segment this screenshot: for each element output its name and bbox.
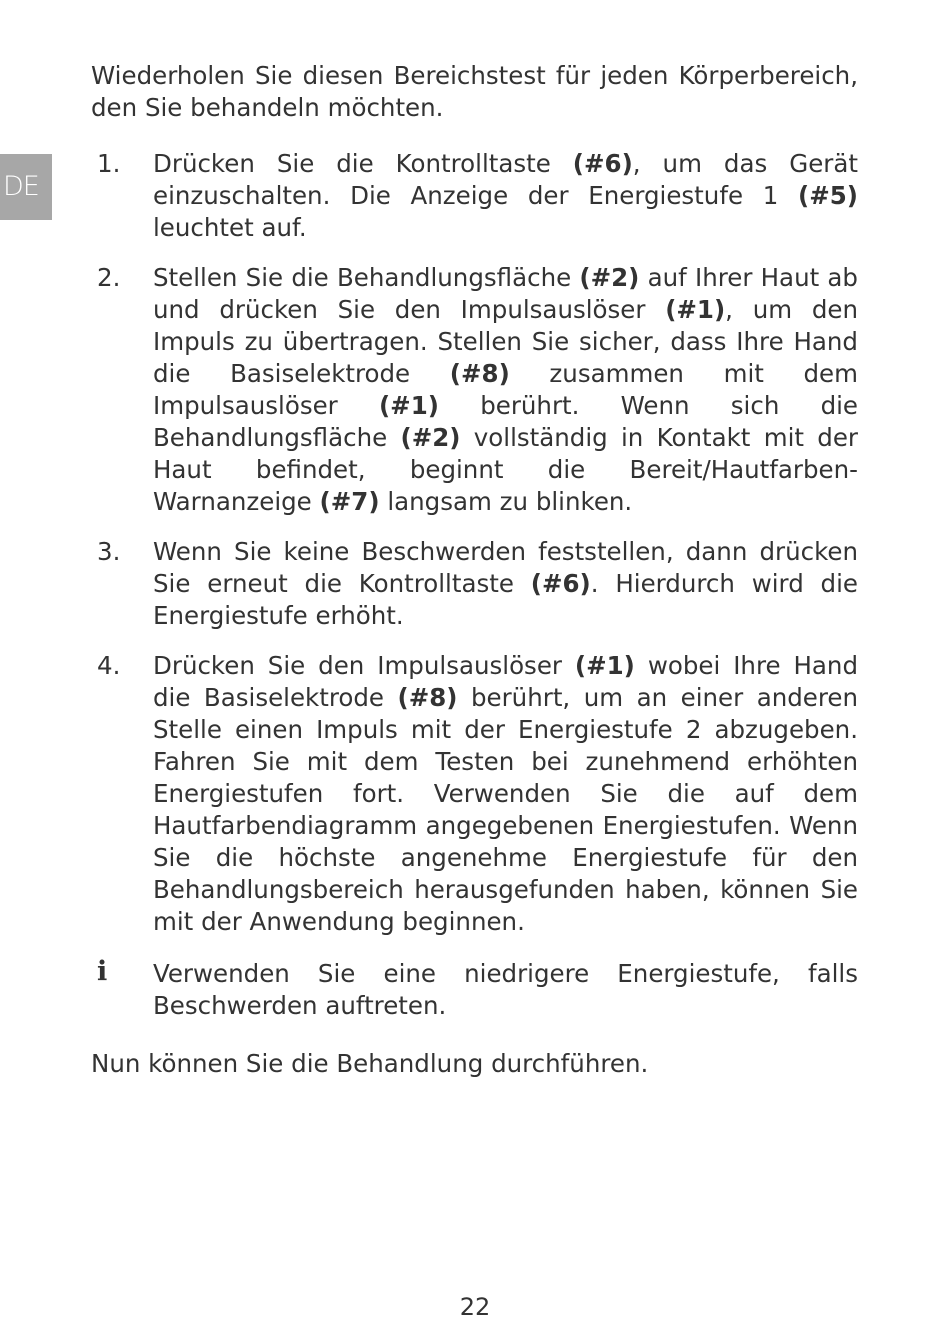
part-reference: (#7) [319,487,380,516]
step-number: 3. [97,537,121,566]
step-number: 2. [97,263,121,292]
part-reference: (#8) [397,683,458,712]
part-reference: (#5) [798,181,858,210]
part-reference: (#2) [579,263,640,292]
step-text-run: langsam zu blinken. [379,487,633,516]
step-item [91,536,858,632]
step-text-run: Wenn Sie keine Beschwerden feststellen, dann drücken Sie erneut die Kontrolltaste [153,537,858,598]
step-text-run: berührt. Wenn sich die Behandlungsfläche [153,391,858,452]
page-content [91,60,858,1080]
info-note-text: Verwenden Sie eine niedrigere Energiestufe, falls Beschwerden auftreten. [153,959,858,1020]
intro-paragraph: Wiederholen Sie diesen Bereichstest für jeden Körperbereich, den Sie behandeln möchten. [91,61,858,122]
step-text-run: . Hierdurch wird die Energiestufe erhöht. [153,569,858,630]
step-text-run: Stellen Sie die Behandlungsfläche [153,263,580,292]
step-text-run: Drücken Sie den Impulsauslöser [153,651,575,680]
step-item [91,262,858,518]
step-item [91,650,858,938]
part-reference: (#6) [530,569,591,598]
part-reference: (#1) [378,391,439,420]
step-text-run: auf Ihrer Haut ab und drücken Sie den Impulsauslöser [153,263,858,324]
step-text-run: leuchtet auf. [153,213,307,242]
part-reference: (#6) [572,149,633,178]
info-icon: i [97,956,108,987]
step-text [153,536,858,632]
step-text-run: Drücken Sie die Kontrolltaste [153,149,573,178]
part-reference: (#2) [400,423,461,452]
part-reference: (#1) [574,651,635,680]
instruction-steps [91,148,858,938]
step-text [153,148,858,244]
info-note [91,958,858,1022]
step-text-run: , um den Impuls zu übertragen. Stellen Sie sicher, dass Ihre Hand die Basiselektrode [153,295,858,388]
step-text-run: berührt, um an einer anderen Stelle einen Impuls mit der Energiestufe 2 abzugeben. Fahren Sie mit dem Testen bei zunehmend erhöhten Energiestufen fort. Verwenden Sie die auf dem Hautfarbendiagramm angegebenen Energiestufen. Wenn Sie die höchste angenehme Energiestufe für den Behandlungsbereich herausgefunden haben, können Sie mit der Anwendung beginnen. [153,683,859,936]
step-text [153,650,858,938]
step-number: 1. [97,149,121,178]
step-text-run: wobei Ihre Hand die Basiselektrode [153,651,859,712]
step-item [91,148,858,244]
part-reference: (#1) [665,295,726,324]
step-text-run: , um das Gerät einzuschalten. Die Anzeige der Energiestufe 1 [153,149,858,210]
step-text [153,262,858,518]
closing-paragraph: Nun können Sie die Behandlung durchführen. [91,1049,649,1078]
step-text-run: vollständig in Kontakt mit der Haut befindet, beginnt die Bereit/Hautfarben-Warnanzeige [153,423,858,516]
step-number: 4. [97,651,121,680]
language-tab: DE [0,154,52,220]
part-reference: (#8) [449,359,510,388]
step-text-run: zusammen mit dem Impulsauslöser [153,359,859,420]
page-number: 22 [459,1293,491,1321]
